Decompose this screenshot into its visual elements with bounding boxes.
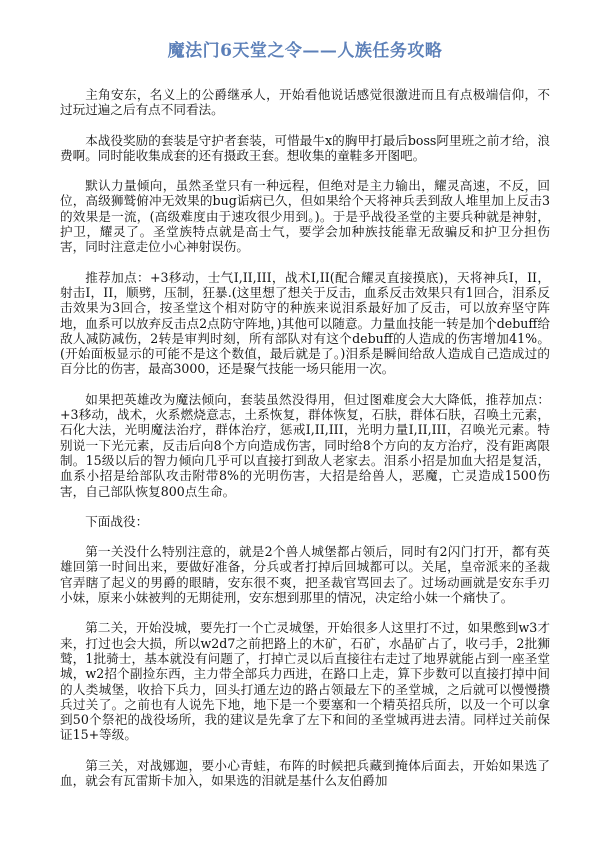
paragraph-recommended-skills: 推荐加点：+3移动，士气I,II,III，战术I,II(配合耀灵直接摸底)，天将神兵I，II，射击I，II，顺劈，压制，狂暴.(这里想了想关于反击，血系反击效果只有1回合，泪系反击效果为3回合，按圣堂这个相对防守的种族来说泪系最好加了反击，可以放弃坚守阵地，血系可以放弃反击点2点防守阵地，)其他可以随意。力量血技能一转是加个debuff给敌人减防减伤，2转是审判时刻，所有部队对有这个debuff的人造成的伤害增加41%。(开始面板显示的可能不是这个数值，最后就是了。)泪系是瞬间给敌人造成自己造成过的百分比的伤害，最高3000，还是聚气技能一场只能用一次。 [60, 269, 550, 377]
paragraph-mission-2: 第二关，开始没城，要先打一个亡灵城堡，开始很多人这里打不过，如果憋到w3才来，打过也会大损，所以w2d7之前把路上的木矿，石矿，水晶矿占了，收弓手，2批狮鹫，1批骑士，基本就没有问题了，打掉亡灵以后直接往右走过了地界就能占到一座圣堂城，w2招个副捡东西，主力带全部兵力西进，在路口上走，算下步数可以直接打掉中间的人类城堡，收拾下兵力，回头打通左边的路占领最左下的圣堂城，之后就可以慢慢攒兵过关了。之前也有人说先下地，地下是一个要塞和一个精英招兵所，以及一个可以拿到50个祭祀的战役场所，我的建议是先拿了左下和间的圣堂城再进去清。同样过关前保证15+等级。 [60, 620, 550, 743]
paragraph-intro: 主角安东，名义上的公爵继承人，开始看他说话感觉很激进而且有点极端信仰，不过玩过遍之后有点不同看法。 [60, 87, 550, 118]
paragraph-magic-build: 如果把英雄改为魔法倾向，套装虽然没得用，但过图难度会大大降低，推荐加点：+3移动，战术，火系燃烧意志，土系恢复，群体恢复，石肤，群体石肤，召唤土元素，石化大法，光明魔法治疗，群体治疗，惩戒I,II,III，光明力量I,II,III，召唤光元素。特别说一下光元素，反击后向8个方向造成伤害，同时给8个方向的友方治疗，没有距离限制。15级以后的智力倾向几乎可以直接打到敌人老家去。泪系小招是加血大招是复活，血系小招是给部队攻击附带8%的光明伤害，大招是给兽人，恶魔，亡灵造成1500伤害，自己部队恢复800点生命。 [60, 391, 550, 499]
paragraph-reward: 本战役奖励的套装是守护者套装，可惜最牛x的胸甲打最后boss阿里班之前才给，浪费啊。同时能收集成套的还有摄政王套。想收集的童鞋多开图吧。 [60, 132, 550, 163]
paragraph-mission-3: 第三关，对战娜迦，要小心青蛙，布阵的时候把兵藏到掩体后面去，开始如果选了血，就会有瓦雷斯卡加入，如果选的泪就是基什么友伯爵加 [60, 757, 550, 788]
paragraph-tendency: 默认力量倾向，虽然圣堂只有一种远程，但绝对是主力输出，耀灵高速，不反，回位，高级狮鹫俯冲无效果的bug诟病已久，但如果给个天将神兵丢到敌人堆里加上反击3的效果是一流，(高级难度由于速攻很少用到。)。于是乎战役圣堂的主要兵种就是神射，护卫，耀灵了。圣堂族特点就是高士气，要学会加种族技能靠无敌骗反和护卫分担伤害，同时注意走位小心神射误伤。 [60, 178, 550, 255]
page-title: 魔法门6天堂之令——人族任务攻略 [167, 41, 443, 61]
paragraph-campaign-heading: 下面战役： [85, 513, 149, 529]
paragraph-mission-1: 第一关没什么特别注意的，就是2个兽人城堡都占领后，同时有2闪门打开，都有英雄回第一时间出来，要做好准备，分兵或者打掉后回城都可以。关尾，皇帝派来的圣裁官弄瞎了起义的男爵的眼睛，安东很不爽，把圣裁官骂回去了。过场动画就是安东手刃小妹，原来小妹被判的无期徒刑，安东想到那里的情况，决定给小妹一个痛快了。 [60, 544, 550, 606]
